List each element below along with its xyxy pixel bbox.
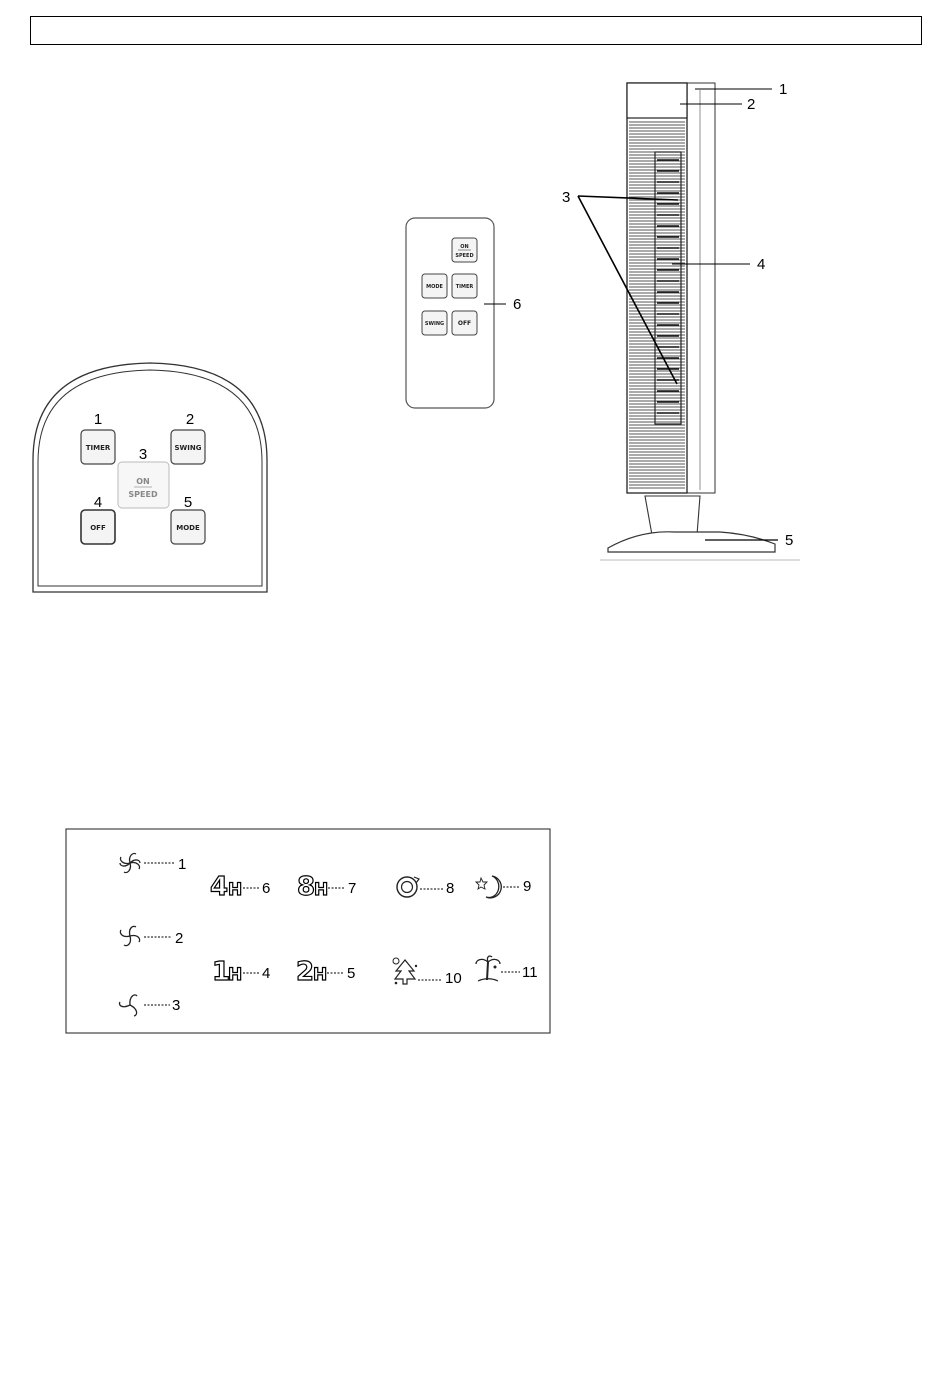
fan-callout-4: 4 — [757, 256, 766, 273]
panel-callout-2: 2 — [185, 411, 195, 428]
svg-text:ON: ON — [460, 244, 469, 250]
fan-callout-3: 3 — [562, 189, 571, 206]
svg-text:H: H — [228, 965, 243, 985]
display-callout-8: 8 — [446, 880, 455, 897]
svg-text:ON: ON — [136, 477, 150, 486]
svg-text:SPEED: SPEED — [128, 490, 158, 499]
display-callout-11: 11 — [522, 964, 538, 981]
svg-text:MODE: MODE — [176, 524, 200, 532]
display-callout-1: 1 — [178, 856, 187, 873]
svg-text:2: 2 — [296, 957, 315, 987]
panel-callout-5: 5 — [183, 494, 193, 511]
display-callout-6: 6 — [262, 880, 271, 897]
svg-text:TIMER: TIMER — [455, 284, 474, 290]
svg-text:SWING: SWING — [174, 444, 202, 452]
display-callout-7: 7 — [348, 880, 357, 897]
svg-text:1: 1 — [212, 957, 231, 987]
panel-callout-3: 3 — [138, 446, 148, 463]
display-legend-frame — [66, 829, 550, 1033]
svg-text:8: 8 — [297, 872, 316, 902]
display-callout-9: 9 — [523, 878, 532, 895]
fan-callout-5: 5 — [785, 532, 794, 549]
display-callout-5: 5 — [347, 965, 356, 982]
svg-text:MODE: MODE — [426, 284, 443, 290]
svg-text:H: H — [314, 880, 329, 900]
panel-callout-1: 1 — [93, 411, 103, 428]
svg-text:SPEED: SPEED — [455, 253, 474, 259]
svg-text:OFF: OFF — [457, 320, 472, 327]
svg-text:OFF: OFF — [90, 524, 106, 532]
fan-callout-1: 1 — [779, 81, 788, 98]
svg-text:4: 4 — [210, 872, 229, 902]
svg-text:TIMER: TIMER — [85, 444, 111, 452]
display-callout-2: 2 — [175, 930, 184, 947]
svg-text:H: H — [313, 965, 328, 985]
display-callout-3: 3 — [172, 997, 181, 1014]
svg-text:H: H — [228, 880, 243, 900]
remote-callout-6: 6 — [513, 296, 522, 313]
panel-callout-4: 4 — [93, 494, 103, 511]
display-callout-4: 4 — [262, 965, 271, 982]
display-callout-10: 10 — [445, 970, 462, 987]
fan-callout-2: 2 — [747, 96, 756, 113]
svg-text:SWING: SWING — [424, 321, 445, 327]
